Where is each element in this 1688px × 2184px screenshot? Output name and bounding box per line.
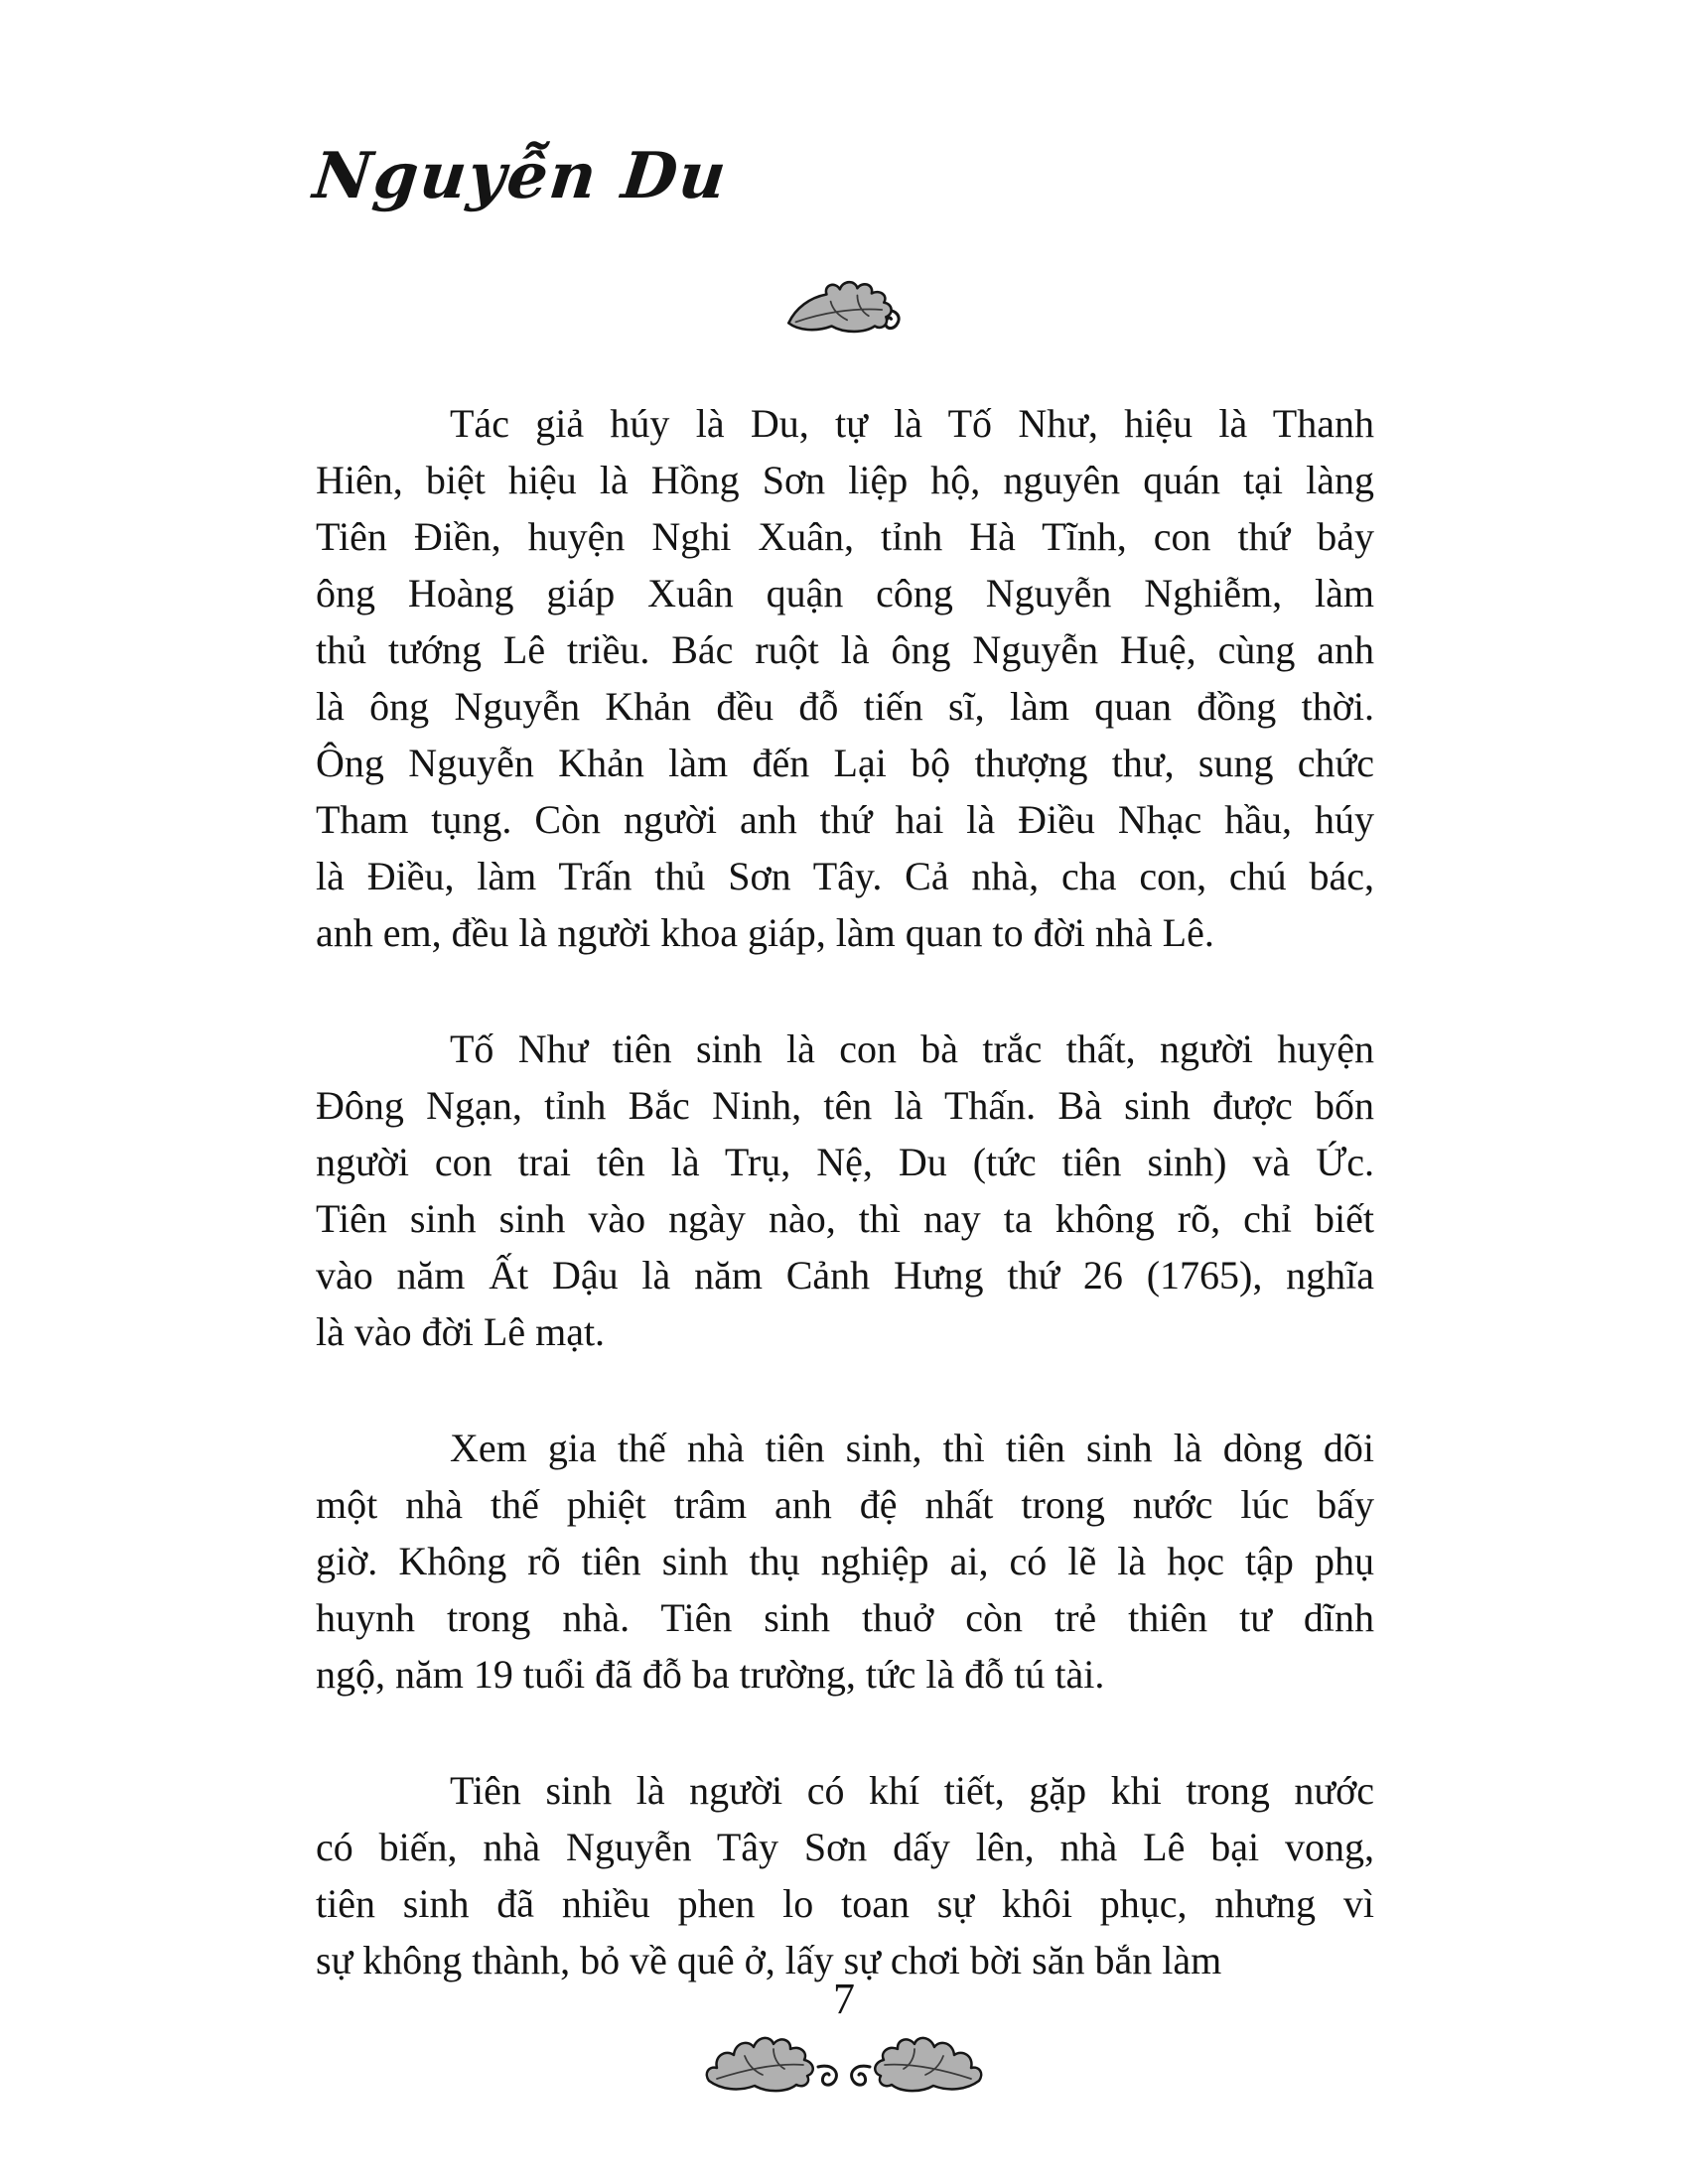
text-line: sự không thành, bỏ về quê ở, lấy sự chơi bời săn bắn làm [316,1938,1222,1982]
text-line: Tác giả húy là Du, tự là Tố Như, hiệu là Thanh [450,401,1374,446]
paragraph [316,1762,1374,1988]
text-line: là vào đời Lê mạt. [316,1309,606,1354]
text-line: người con trai tên là Trụ, Nệ, Du (tức tiên sinh) và Ức. [316,1140,1374,1184]
text-line: Xem gia thế nhà tiên sinh, thì tiên sinh là dòng dõi [450,1426,1374,1470]
text-line: ngộ, năm 19 tuổi đã đỗ ba trường, tức là đỗ tú tài. [316,1652,1105,1697]
text-line: là Điều, làm Trấn thủ Sơn Tây. Cả nhà, cha con, chú bác, [316,854,1374,898]
text-line: Tiên sinh sinh vào ngày nào, thì nay ta không rõ, chỉ biết [316,1196,1374,1241]
text-line: thủ tướng Lê triều. Bác ruột là ông Nguyễn Huệ, cùng anh [316,627,1374,672]
text-line: giờ. Không rõ tiên sinh thụ nghiệp ai, có lẽ là học tập phụ [316,1539,1374,1583]
text-line: vào năm Ất Dậu là năm Cảnh Hưng thứ 26 (1765), nghĩa [316,1253,1374,1297]
text-line: tiên sinh đã nhiều phen lo toan sự khôi phục, nhưng vì [316,1881,1374,1926]
text-line: Đông Ngạn, tỉnh Bắc Ninh, tên là Thấn. Bà sinh được bốn [316,1083,1374,1128]
text-line: Tiên sinh là người có khí tiết, gặp khi trong nước [450,1768,1374,1813]
text-block [316,395,1374,2048]
acanthus-pair-icon [699,2027,989,2107]
text-line: là ông Nguyễn Khản đều đỗ tiến sĩ, làm quan đồng thời. [316,684,1374,729]
text-line: Ông Nguyễn Khản làm đến Lại bộ thượng thư, sung chức [316,741,1374,785]
page-title: Nguyễn Du [310,139,732,213]
text-line: Tham tụng. Còn người anh thứ hai là Điều Nhạc hầu, húy [316,797,1374,842]
paragraph [316,395,1374,961]
page-number: 7 [833,1975,855,2023]
text-line: có biến, nhà Nguyễn Tây Sơn dấy lên, nhà Lê bại vong, [316,1825,1374,1869]
text-line: anh em, đều là người khoa giáp, làm quan to đời nhà Lê. [316,910,1214,955]
text-line: một nhà thế phiệt trâm anh đệ nhất trong nước lúc bấy [316,1482,1374,1527]
text-line: Tố Như tiên sinh là con bà trắc thất, người huyện [450,1026,1374,1071]
acanthus-sprig-icon [781,278,907,343]
paragraph [316,1021,1374,1360]
paragraph [316,1420,1374,1703]
text-line: huynh trong nhà. Tiên sinh thuở còn trẻ thiên tư dĩnh [316,1595,1374,1640]
text-line: ông Hoàng giáp Xuân quận công Nguyễn Nghiễm, làm [316,571,1374,615]
text-line: Tiên Điền, huyện Nghi Xuân, tỉnh Hà Tĩnh, con thứ bảy [316,514,1374,559]
text-line: Hiên, biệt hiệu là Hồng Sơn liệp hộ, nguyên quán tại làng [316,458,1374,502]
